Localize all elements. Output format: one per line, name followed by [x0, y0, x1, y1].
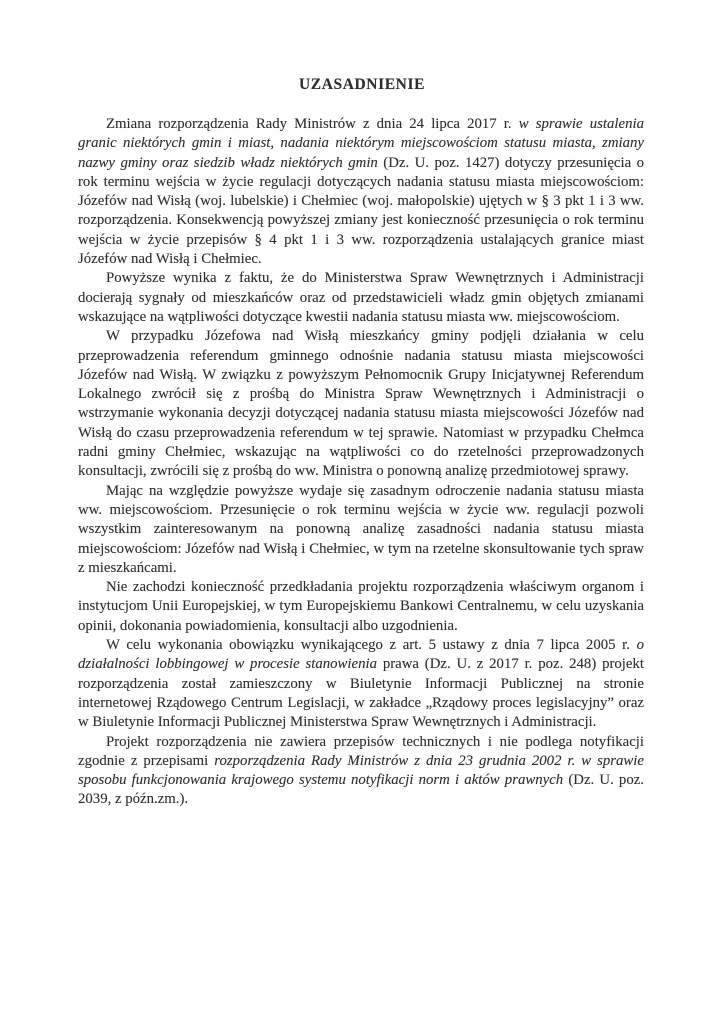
italic-segment: w sprawie ustalenia granic niektórych gmin i miast, nadania niektórym miejscowościom statusu miasta, zmiany nazwy gminy oraz siedzib władz niektórych gmin — [78, 116, 644, 171]
paragraph — [78, 269, 644, 327]
paragraph — [78, 733, 644, 810]
text-segment: Mając na względzie powyższe wydaje się zasadnym odroczenie nadania statusu miasta ww. miejscowościom. Przesunięcie o rok terminu wejścia w życie ww. regulacji pozwoli wszystkim zainteresowanym na ponowną analizę zasadności nadania statusu miasta miejscowościom: Józefów nad Wisłą i Chełmiec, w tym na rzetelne skonsultowanie tych spraw z mieszkańcami. — [78, 482, 644, 576]
text-segment: (Dz. U. poz. 2039, z późn.zm.). — [78, 772, 645, 808]
text-segment: W celu wykonania obowiązku wynikającego z art. 5 ustawy z dnia 7 lipca 2005 r. — [106, 637, 637, 654]
paragraph — [78, 636, 644, 732]
text-segment: prawa (Dz. U. z 2017 r. poz. 248) projekt rozporządzenia został zamieszczony w Biuletynie Informacji Publicznej na stronie internetowej Rządowego Centrum Legislacji, w zakładce „Rządowy proces legislacyjny” oraz w Biuletynie Informacji Publicznej Ministerstwa Spraw Wewnętrznych i Administracji. — [78, 656, 644, 731]
paragraph — [78, 327, 644, 481]
document-title: UZASADNIENIE — [298, 76, 426, 93]
paragraph — [78, 482, 644, 578]
text-segment: Zmiana rozporządzenia Rady Ministrów z dnia 24 lipca 2017 r. — [106, 116, 519, 132]
paragraph — [78, 578, 644, 636]
text-segment: (Dz. U. poz. 1427) dotyczy przesunięcia o rok terminu wejścia w życie regulacji dotyczących nadania statusu miasta miejscowościom: Józefów nad Wisłą (woj. lubelskie) i Chełmiec (woj. małopolskie) ujętych w § 3 pkt 1 i 3 ww. rozporządzenia. Konsekwencją powyższej zmiany jest konieczność przesunięcia o rok terminu wejścia w życie przepisów § 4 pkt 1 i 3 ww. rozporządzenia ustalających granice miast Józefów nad Wisłą i Chełmiec. — [78, 154, 644, 268]
italic-segment: rozporządzenia Rady Ministrów z dnia 23 grudnia 2002 r. w sprawie sposobu funkcjonowania krajowego systemu notyfikacji norm i aktów prawnych — [78, 752, 644, 789]
italic-segment: o działalności lobbingowej w procesie stanowienia — [78, 637, 644, 673]
document-body — [78, 115, 644, 810]
text-segment: Projekt rozporządzenia nie zawiera przepisów technicznych i nie podlega notyfikacji zgodnie z przepisami — [78, 733, 644, 769]
text-segment: Nie zachodzi konieczność przedkładania projektu rozporządzenia właściwym organom i instytucjom Unii Europejskiej, w tym Europejskiemu Bankowi Centralnemu, w celu uzyskania opinii, dokonania powiadomienia, konsultacji albo uzgodnienia. — [78, 579, 644, 634]
text-segment: Powyższe wynika z faktu, że do Ministerstwa Spraw Wewnętrznych i Administracji docierają sygnały od mieszkańców oraz od przedstawicieli władz gmin objętych zmianami wskazujące na wątpliwości dotyczące kwestii nadania statusu miasta ww. miejscowościom. — [78, 270, 644, 325]
text-segment: W przypadku Józefowa nad Wisłą mieszkańcy gminy podjęli działania w celu przeprowadzenia referendum gminnego odnośnie nadania statusu miasta miejscowości Józefów nad Wisłą. W związku z powyższym Pełnomocnik Grupy Inicjatywnej Referendum Lokalnego zwrócił się z prośbą do Ministra Spraw Wewnętrznych i Administracji o wstrzymanie wykonania decyzji dotyczącej nadania statusu miasta miejscowości Józefów nad Wisłą do czasu przeprowadzenia referendum w tej sprawie. Natomiast w przypadku Chełmca radni gminy Chełmiec, wskazując na wątpliwości co do rzetelności przeprowadzonych konsultacji, zwrócili się z prośbą do ww. Ministra o ponowną analizę przedmiotowej sprawy. — [78, 328, 644, 480]
paragraph — [78, 115, 644, 269]
